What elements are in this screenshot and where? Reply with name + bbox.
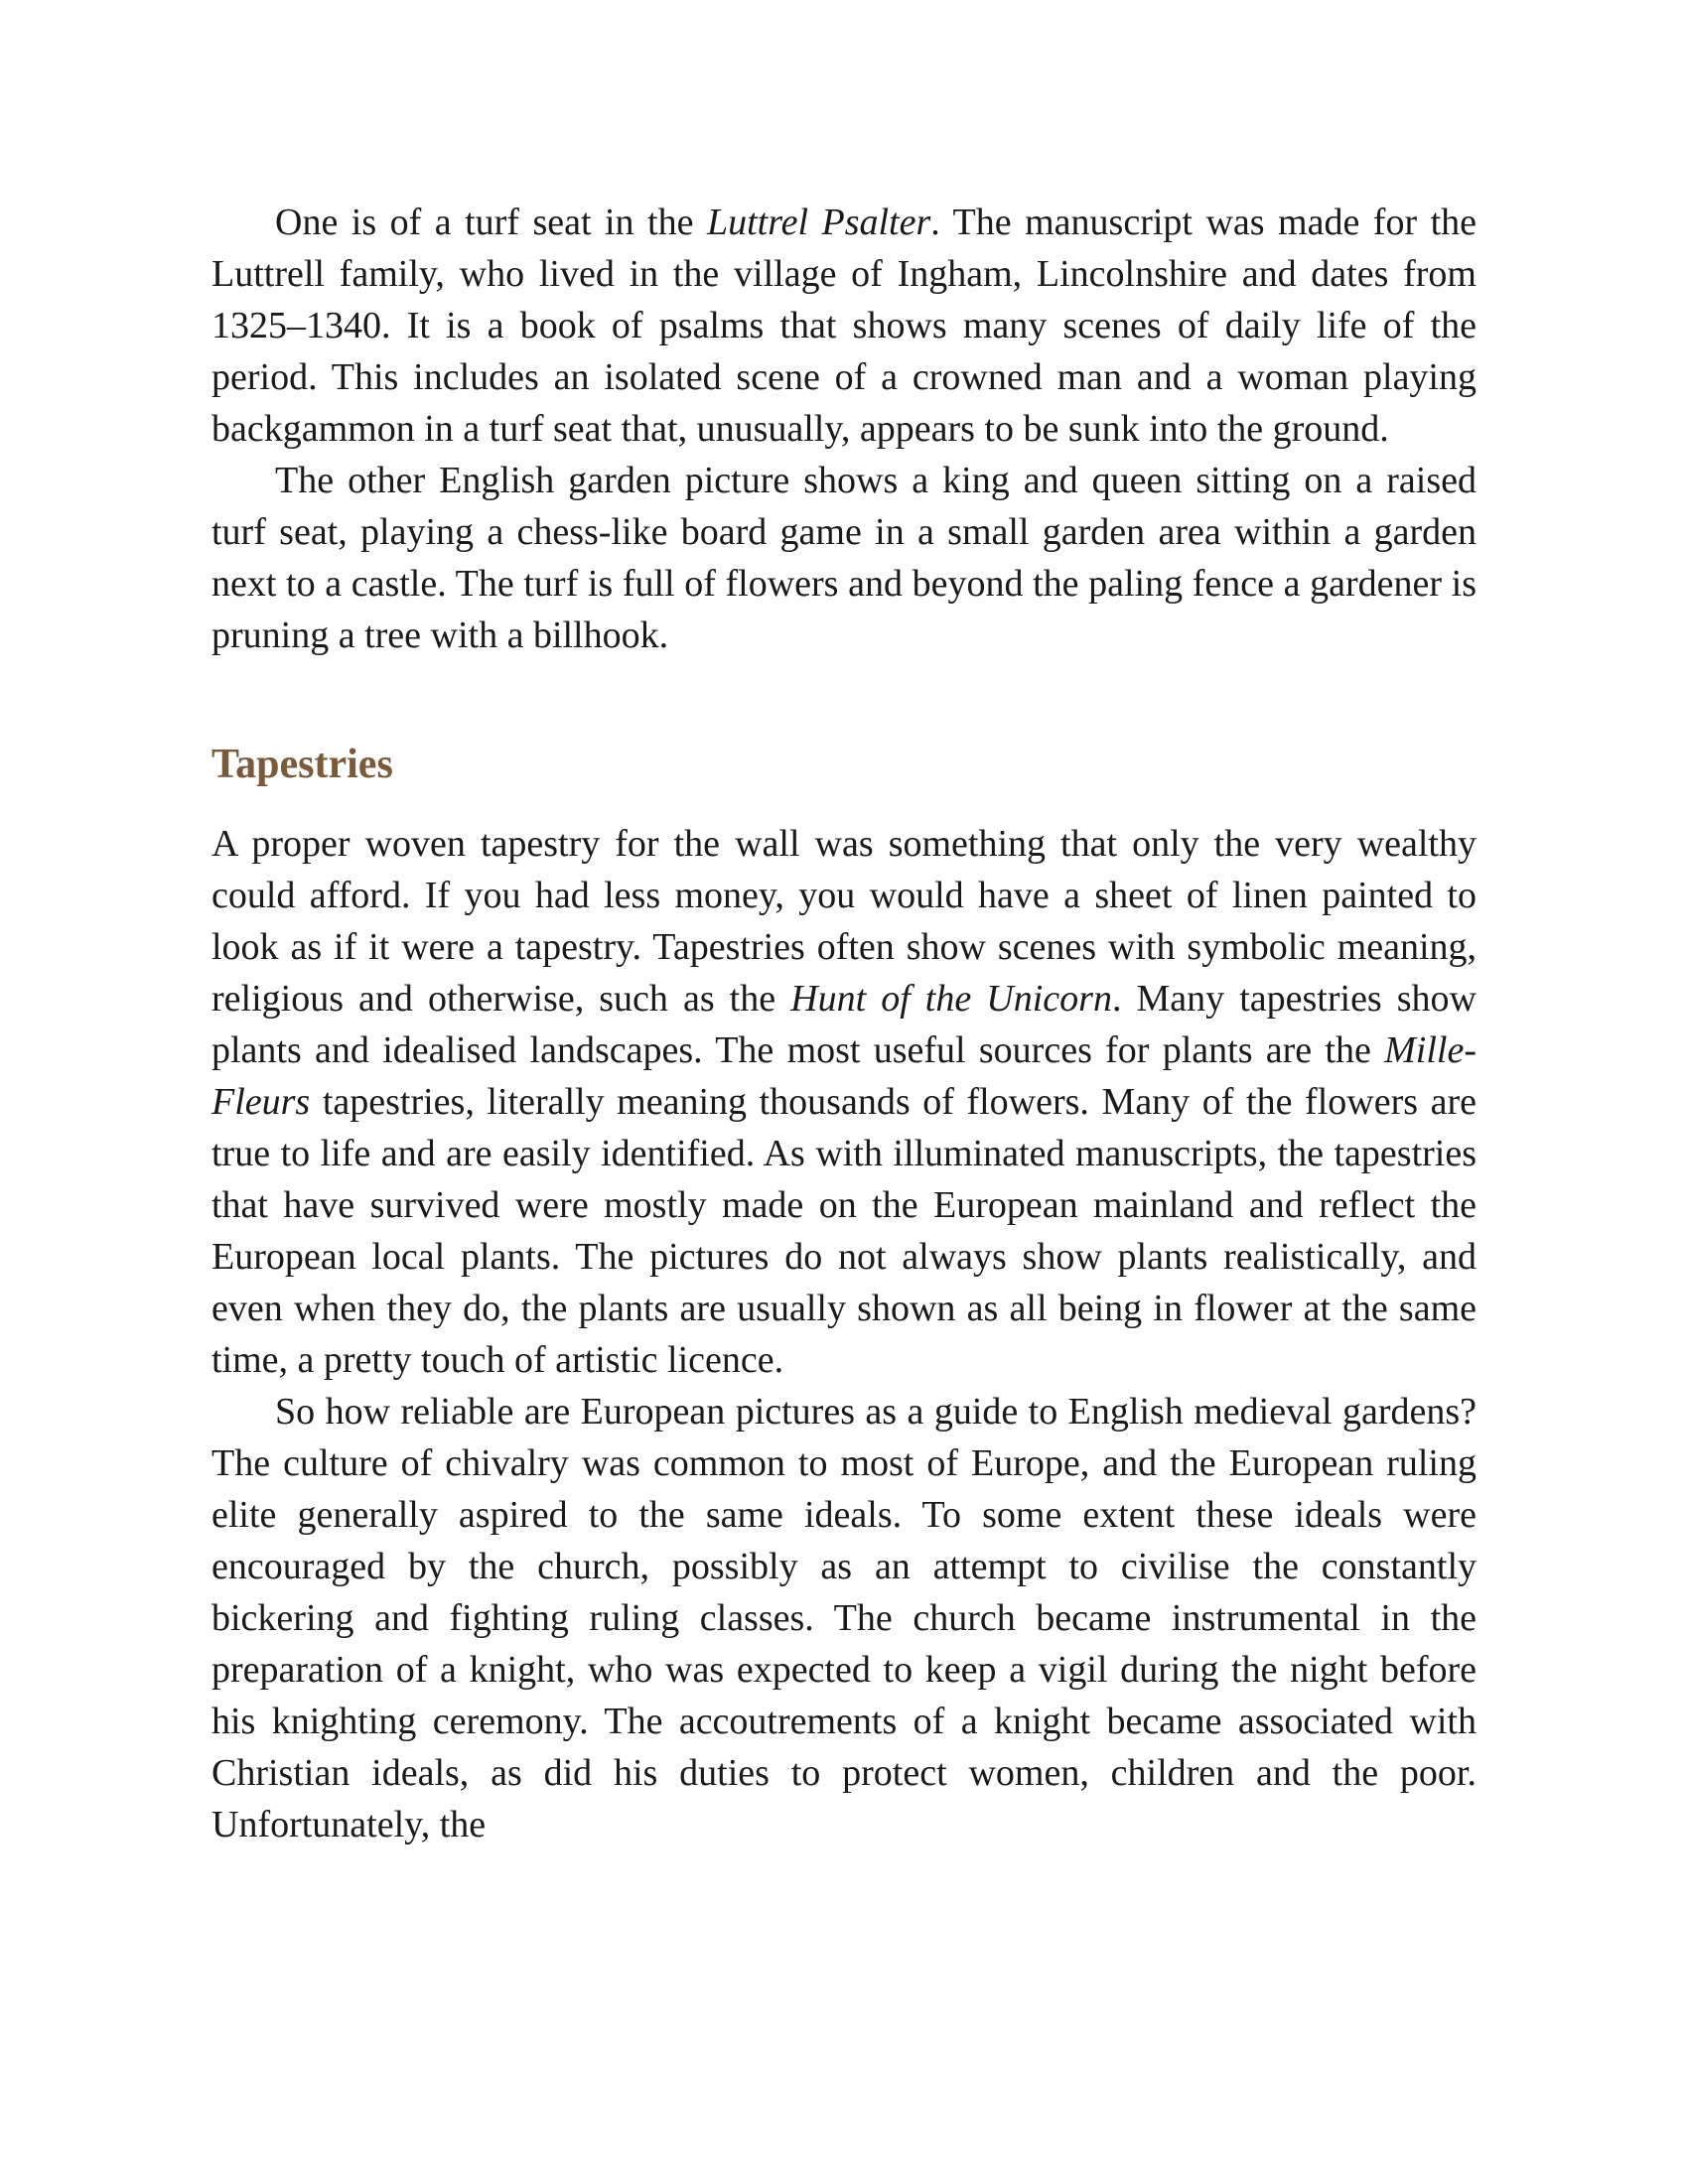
paragraph-english-garden: The other English garden picture shows a king and queen sitting on a raised turf seat, playing a chess-like board game in a small garden area within a garden next to a castle. The turf is full of flowers and beyond the paling fence a gardener is pruning a tree with a billhook. (211, 460, 1477, 656)
paragraph-european-pictures: So how reliable are European pictures as a guide to English medieval gardens? The culture of chivalry was common to most of Europe, and the European ruling elite generally aspired to the same ideals. To some extent these ideals were encouraged by the church, possibly as an attempt to civilise the constantly bickering and fighting ruling classes. The church became instrumental in the preparation of a knight, who was expected to keep a vigil during the night before his knighting ceremony. The accoutrements of a knight became associated with Christian ideals, as did his duties to protect women, children and the poor. Unfortunately, the (211, 1391, 1477, 1845)
page-body (211, 197, 1477, 1850)
text-run: One is of a turf seat in the (275, 202, 707, 243)
manuscript-title: Luttrel Psalter (706, 202, 931, 243)
section-heading-tapestries: Tapestries (211, 742, 393, 787)
paragraph-luttrel-psalter (211, 197, 1477, 455)
text-run: . Many tapestries show plants and idealised landscapes. The most useful sources for plants are the (211, 978, 1477, 1071)
text-run: tapestries, literally meaning thousands of flowers. Many of the flowers are true to life and are easily identified. As with illuminated manuscripts, the tapestries that have survived were mostly made on the European mainland and reflect the European local plants. The pictures do not always show plants realistically, and even when they do, the plants are usually shown as all being in flower at the same time, a pretty touch of artistic licence. (211, 1081, 1477, 1381)
text-run: A proper woven tapestry for the wall was something that only the very wealthy could afford. If you had less money, you would have a sheet of linen painted to look as if it were a tapestry. Tapestries often show scenes with symbolic meaning, religious and otherwise, such as the (211, 823, 1477, 1020)
tapestry-title: Hunt of the Unicorn (790, 978, 1112, 1020)
tapestry-style-term: Mille-Fleurs (211, 1029, 1477, 1123)
text-run: . The manuscript was made for the Luttrell family, who lived in the village of Ingham, Lincolnshire and dates from 1325–1340. It is a book of psalms that shows many scenes of daily life of the period. This includes an isolated scene of a crowned man and a woman playing backgammon in a turf seat that, unusually, appears to be sunk into the ground. (211, 202, 1477, 450)
paragraph-tapestries (211, 818, 1477, 1386)
